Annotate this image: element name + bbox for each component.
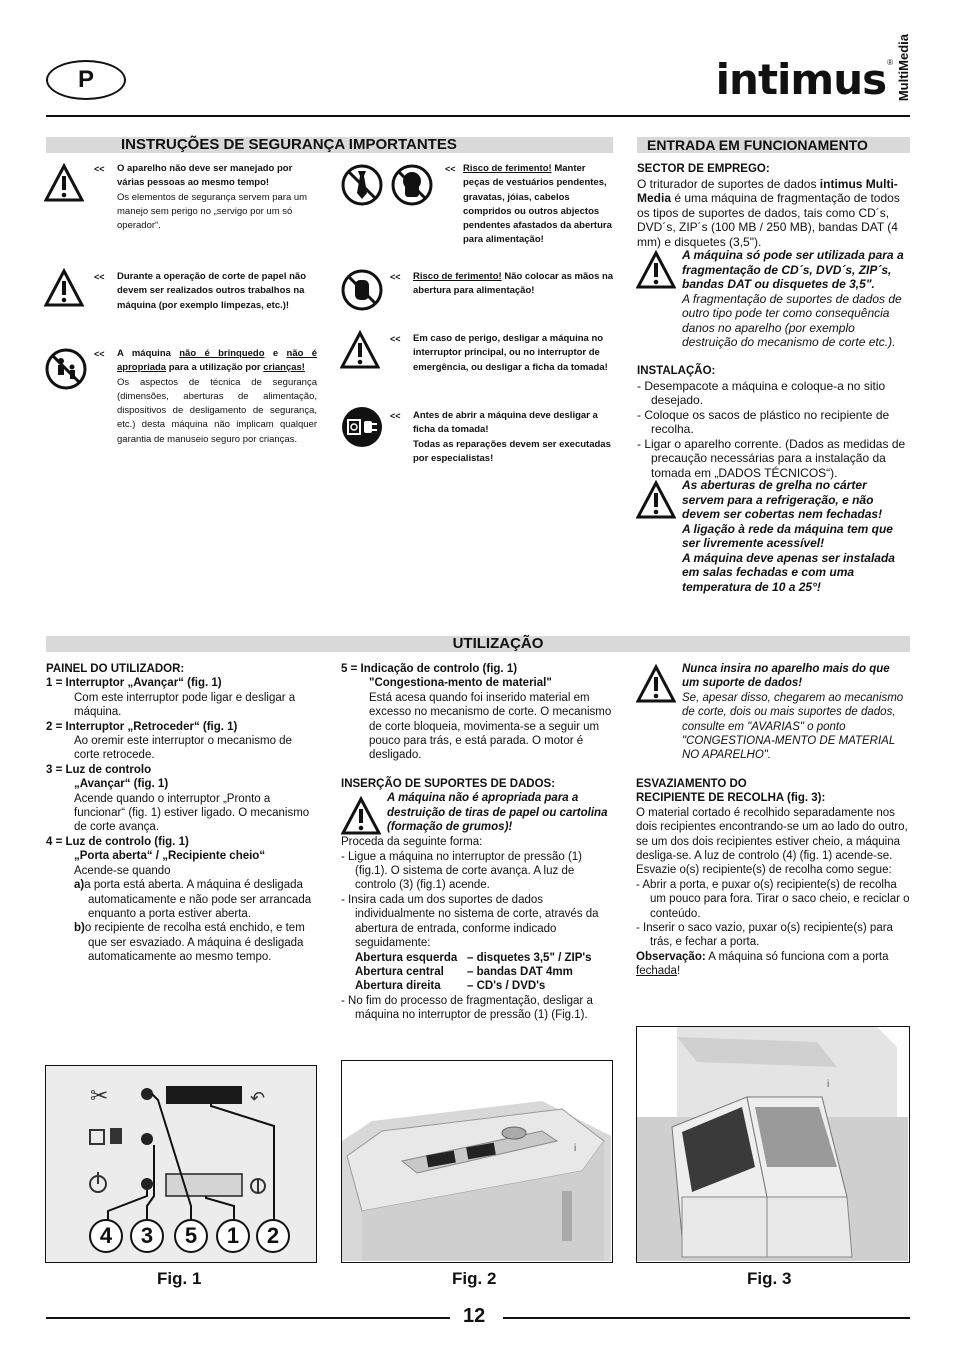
no-long-hair-icon bbox=[390, 163, 434, 207]
usage-column-2 bbox=[341, 662, 613, 1023]
warning-group-users bbox=[117, 162, 317, 233]
light-forward bbox=[141, 1178, 153, 1190]
warning-text: Nunca insira no aparelho mais do que um suporte de dados! bbox=[682, 663, 890, 690]
light-jam bbox=[141, 1088, 153, 1100]
figure-containers bbox=[636, 1026, 910, 1263]
footer-rule-right bbox=[503, 1317, 910, 1319]
panel-subitem bbox=[46, 921, 318, 964]
procedure-intro: Proceda da seguinte forma: bbox=[341, 836, 483, 849]
procedure-step-text: Insira cada um dos suportes de dados individualmente no sistema de corte, através da abertura de entrada, conforme indicado seguidamente: bbox=[348, 893, 599, 950]
figure-machine-top bbox=[341, 1060, 613, 1263]
panel-item-heading: "Congestiona-mento de material" bbox=[369, 677, 552, 690]
opening-row bbox=[341, 951, 613, 965]
warning-detail: A fragmentação de suportes de dados de outro tipo pode ter como consequência danos no aparelho (por exemplo destruição do mecanismo de corte etc.). bbox=[682, 291, 902, 349]
callout-line bbox=[108, 1190, 147, 1221]
warning-text: Não colocar as mãos na abertura para alimentação! bbox=[413, 271, 614, 297]
opening-label: Abertura central bbox=[355, 965, 444, 978]
install-item-text: Coloque os sacos de plástico no recipiente de recolha. bbox=[644, 407, 890, 436]
warning-text: Durante a operação de corte de papel não devem ser realizados outros trabalhos na máquina (por exemplo limpezas, etc.)! bbox=[117, 271, 306, 311]
brand-logo bbox=[715, 34, 911, 105]
insert-warning: A máquina não é apropriada para a destruição de tiras de papel ou cartolina (formação de grumos)! bbox=[387, 792, 608, 834]
startup-title: ENTRADA EM FUNCIONAMENTO bbox=[637, 137, 910, 153]
page-number: 12 bbox=[463, 1305, 486, 1327]
logo-subtitle: MultiMedia bbox=[896, 34, 911, 102]
sector-heading: SECTOR DE EMPREGO: bbox=[637, 163, 770, 175]
panel-item-text: Está acesa quando foi inserido material em excesso no mecanismo de corte. O mecanismo de corte bloqueia, movimenta-se a seguir um pouco para trás, e está parada. O motor é desligado. bbox=[369, 691, 612, 762]
usage-column-1 bbox=[46, 662, 318, 965]
warning-detail: Os elementos de segurança servem para um manejo sem perigo no „servigo por um só operador“. bbox=[117, 191, 308, 231]
callout-4: 4 bbox=[89, 1219, 123, 1253]
panel-item-heading: 3 = Luz de controlo bbox=[46, 763, 152, 776]
observation-label: Observação: bbox=[636, 950, 706, 963]
procedure-step-text: Ligue a máquina no interruptor de pressão (1) (fig.1). O sistema de corte avança. A luz de controlo (3) (fig.1) acende. bbox=[348, 850, 583, 892]
observation-text: ! bbox=[676, 965, 681, 978]
warning-text: A ligação à rede da máquina tem que ser livremente acessível! bbox=[682, 521, 893, 550]
panel-item-heading: „Avançar“ (fig. 1) bbox=[74, 778, 169, 791]
panel-heading: PAINEL DO UTILIZADOR: bbox=[46, 663, 185, 675]
warning-text: Manter peças de vestuários pendentes, gravatas, jóias, cabelos compridos ou outros abjectos pendentes afastados da abertura para alimentação! bbox=[463, 163, 612, 246]
install-heading: INSTALAÇÃO: bbox=[637, 365, 716, 377]
opening-row bbox=[341, 965, 613, 979]
callout-line bbox=[206, 1196, 234, 1221]
warning-text: Risco de ferimento! bbox=[413, 271, 502, 282]
footer-rule-left bbox=[46, 1317, 450, 1319]
insert-heading: INSERÇÃO DE SUPORTES DE DADOS: bbox=[341, 777, 556, 790]
panel-item-text: Acende-se quando bbox=[74, 864, 171, 877]
warning-triangle-icon bbox=[636, 664, 676, 704]
warning-text: O aparelho não deve ser manejado por várias pessoas ao mesmo tempo! bbox=[117, 163, 293, 189]
subitem-label: b) bbox=[74, 922, 85, 935]
warning-text: Todas as reparações devem ser executadas por especialistas! bbox=[413, 438, 611, 464]
scissors-icon: ✂ bbox=[90, 1084, 109, 1109]
warning-text: As aberturas de grelha no cárter servem para a refrigeração, e não devem ser cobertas nem fechadas! bbox=[682, 478, 883, 521]
warning-text: A máquina só pode ser utilizada para a fragmentação de CD´s, DVD´s, ZIP´s, bandas DAT ou disquetes de 3,5". bbox=[682, 248, 904, 291]
warning-text: Em caso de perigo, desligar a máquina no interruptor principal, ou no interruptor de emergência, ou desligar a ficha da tomada! bbox=[413, 333, 608, 373]
warning-triangle-icon bbox=[44, 163, 84, 203]
containers-drawing bbox=[637, 1027, 908, 1261]
subitem-text: a porta está aberta. A máquina é desligada automaticamente e não pode ser arrancada enquanto a porta estiver aberta. bbox=[84, 879, 312, 920]
panel-item-text: Ao oremir este interruptor o mecanismo de corte retrocede. bbox=[74, 735, 292, 762]
bullet-arrow: << bbox=[390, 334, 401, 344]
bullet-arrow: << bbox=[390, 411, 401, 421]
warning-triangle-icon bbox=[341, 796, 381, 836]
panel-item-text: Com este interruptor pode ligar e desligar a máquina. bbox=[74, 691, 296, 719]
empty-step-text: Abrir a porta, e puxar o(s) recipiente(s) de recolha um pouco para fora. Tirar o saco cheio, e reciclar o conteúdo. bbox=[642, 878, 910, 920]
warning-text: A máquina bbox=[117, 348, 180, 359]
cd-disc bbox=[502, 1127, 526, 1139]
warning-no-work-during-cut bbox=[117, 270, 317, 313]
startup-warning-install bbox=[682, 478, 910, 594]
bin-icon bbox=[110, 1128, 122, 1144]
light-door-full bbox=[141, 1133, 153, 1145]
observation-text: fechada bbox=[636, 965, 677, 978]
procedure-step: - Ligue a máquina no interruptor de pressão (1) (fig.1). O sistema de corte avança. A luz de controlo (3) (fig.1) acende. bbox=[341, 850, 583, 892]
warning-text: Risco de ferimento! bbox=[463, 163, 552, 174]
bullet-arrow: << bbox=[390, 272, 401, 282]
warning-text: não é apropriada bbox=[117, 348, 318, 374]
warning-emergency bbox=[413, 332, 614, 375]
figure-label: Fig. 1 bbox=[157, 1269, 202, 1288]
opening-value: – bandas DAT 4mm bbox=[467, 965, 573, 978]
procedure-step: - No fim do processo de fragmentação, desligar a máquina no interruptor de pressão (1) (Fig.1). bbox=[341, 994, 593, 1022]
opening-value: – disquetes 3,5" / ZIP's bbox=[467, 951, 592, 964]
no-tie-icon bbox=[340, 163, 384, 207]
opening-row bbox=[341, 979, 613, 993]
machine-top-drawing bbox=[342, 1061, 611, 1261]
opening-label: Abertura direita bbox=[355, 980, 441, 993]
panel-item-heading: „Porta aberta“ / „Recipiente cheio“ bbox=[74, 850, 266, 863]
panel-item-text: Acende quando o interruptor „Pronto a funcionar“ (fig. 1) estiver ligado. O mecanismo de corte avança. bbox=[74, 792, 310, 834]
warning-unplug bbox=[413, 409, 614, 466]
warning-text: para a utilização por bbox=[166, 362, 264, 374]
bullet-arrow: << bbox=[94, 349, 105, 359]
callout-5: 5 bbox=[174, 1219, 208, 1253]
subitem-label: a) bbox=[74, 879, 85, 892]
observation-text: A máquina só funciona com a porta bbox=[705, 950, 889, 963]
empty-heading: ESVAZIAMENTO DO bbox=[636, 778, 747, 790]
install-item: - Coloque os sacos de plástico no recipiente de recolha. bbox=[637, 407, 890, 436]
reverse-arrow-icon: ↶ bbox=[250, 1088, 266, 1109]
door-icon bbox=[90, 1130, 104, 1144]
language-code: P bbox=[77, 66, 94, 93]
unplug-icon bbox=[340, 405, 384, 449]
empty-step-text: Inserir o saco vazio, puxar o(s) recipiente(s) para trás, e fechar a porta. bbox=[643, 922, 893, 949]
logo-registered: ® bbox=[887, 58, 893, 68]
warning-text: A máquina deve apenas ser instalada em salas fechadas e com uma temperatura de 10 a 25°! bbox=[682, 550, 895, 594]
warning-text: Antes de abrir a máquina deve desligar a ficha da tomada! bbox=[413, 410, 598, 436]
install-item: - Ligar o aparelho corrente. (Dados as medidas de precaução necessárias para a instalação da tomada em „DADOS TÉCNICOS“). bbox=[637, 436, 906, 480]
empty-container-section bbox=[636, 777, 910, 979]
no-children-icon bbox=[44, 347, 88, 391]
panel-item-heading: 2 = Interruptor „Retroceder“ (fig. 1) bbox=[46, 720, 238, 733]
callout-2: 2 bbox=[256, 1219, 290, 1253]
callout-line bbox=[211, 1104, 274, 1221]
warning-text: e bbox=[264, 348, 287, 359]
safety-title: INSTRUÇÕES DE SEGURANÇA IMPORTANTES bbox=[46, 137, 613, 153]
bullet-arrow: << bbox=[445, 164, 456, 174]
warning-loose-items bbox=[463, 162, 614, 248]
callout-3: 3 bbox=[130, 1219, 164, 1253]
procedure-step-text: No fim do processo de fragmentação, desligar a máquina no interruptor de pressão (1) (Fig.1). bbox=[348, 994, 593, 1022]
bullet-arrow: << bbox=[94, 272, 105, 282]
install-item-text: Ligar o aparelho corrente. (Dados as medidas de precaução necessárias para a instalação da tomada em „DADOS TÉCNICOS“). bbox=[644, 436, 906, 480]
sector-brand: intimus Multi-Media bbox=[637, 176, 898, 205]
warning-triangle-icon bbox=[636, 480, 676, 520]
opening-value: – CD's / DVD's bbox=[467, 980, 546, 993]
svg-text:i: i bbox=[574, 1143, 577, 1154]
sector-text: é uma máquina de fragmentação de todos os tipos de suportes de dados, tais como CD´s, DVD´s, ZIP´s (100 MB / 250 MB), bandas DAT (4 mm) e disquetes (3,5"). bbox=[637, 191, 900, 249]
observation bbox=[636, 950, 910, 979]
warning-triangle-icon bbox=[636, 250, 676, 290]
empty-step: - Abrir a porta, e puxar o(s) recipiente(s) de recolha um pouco para fora. Tirar o saco cheio, e reciclar o conteúdo. bbox=[636, 878, 910, 920]
warning-detail: Se, apesar disso, chegarem ao mecanismo de corte, dois ou mais suportes de dados, consulte em "AVARIAS" o ponto "CONGESTIONA-MENTO DE MATERIAL NO APARELHO". bbox=[682, 691, 904, 762]
warning-triangle-icon bbox=[44, 268, 84, 308]
warning-no-hands bbox=[413, 270, 614, 299]
language-badge bbox=[46, 60, 126, 100]
install-section bbox=[637, 364, 910, 480]
warning-text: crianças! bbox=[263, 362, 305, 374]
empty-text: O material cortado é recolhido separadamente nos dois recipientes encontrando-se um ao lado do outro, se um dos dois recipientes estiver cheio, a máquina desliga-se. A luz de controlo (4) (fig. 1) acende-se. Esvazie o(s) recipiente(s) de recolha como segue: bbox=[636, 806, 908, 877]
never-warning bbox=[682, 662, 910, 763]
procedure-step: - Insira cada um dos suportes de dados individualmente no sistema de corte, através da abertura de entrada, conforme indicado seguidamente: bbox=[341, 893, 599, 950]
subitem-text: o recipiente de recolha está enchido, e tem que ser esvaziado. A máquina é desligada automaticamente ao mesmo tempo. bbox=[84, 922, 305, 964]
bullet-arrow: << bbox=[94, 164, 105, 174]
empty-step: - Inserir o saco vazio, puxar o(s) recipiente(s) para trás, e fechar a porta. bbox=[636, 922, 893, 949]
install-item: - Desempacote a máquina e coloque-a no sitio desejado. bbox=[637, 378, 886, 407]
warning-text: não é brinquedo bbox=[179, 348, 265, 359]
callout-1: 1 bbox=[216, 1219, 250, 1253]
warning-detail: Os aspectos de técnica de segurança (dimensões, aberturas de alimentação, dispositivos de desligamento de segurança, etc.) desta máquina não implicam qualquer garantia de manuseio seguro por crianças. bbox=[117, 376, 317, 445]
sector-text: O triturador de suportes de dados bbox=[637, 176, 820, 191]
figure-label: Fig. 3 bbox=[747, 1269, 792, 1288]
warning-not-a-toy bbox=[117, 347, 317, 447]
empty-heading: RECIPIENTE DE RECOLHA (fig. 3): bbox=[636, 792, 826, 805]
startup-warning-media bbox=[682, 248, 910, 350]
panel-item-heading: 5 = Indicação de controlo (fig. 1) bbox=[341, 663, 518, 675]
panel-item-heading: 1 = Interruptor „Avançar“ (fig. 1) bbox=[46, 677, 222, 690]
reverse-switch bbox=[166, 1086, 242, 1104]
opening-label: Abertura esquerda bbox=[355, 951, 458, 964]
no-hands-icon bbox=[340, 268, 384, 312]
svg-text:i: i bbox=[827, 1079, 830, 1090]
callout-line bbox=[152, 1094, 191, 1221]
warning-triangle-icon bbox=[340, 330, 380, 370]
install-item-text: Desempacote a máquina e coloque-a no sitio desejado. bbox=[644, 378, 886, 407]
panel-subitem bbox=[46, 878, 318, 921]
figure-label: Fig. 2 bbox=[452, 1269, 497, 1288]
forward-switch bbox=[166, 1174, 242, 1196]
figure-control-panel bbox=[45, 1065, 317, 1263]
usage-title: UTILIZAÇÃO bbox=[46, 636, 910, 652]
startup-section bbox=[637, 162, 910, 249]
logo-wordmark: intimus bbox=[715, 55, 887, 105]
panel-item-heading: 4 = Luz de controlo (fig. 1) bbox=[46, 835, 189, 848]
header-rule bbox=[46, 115, 910, 117]
